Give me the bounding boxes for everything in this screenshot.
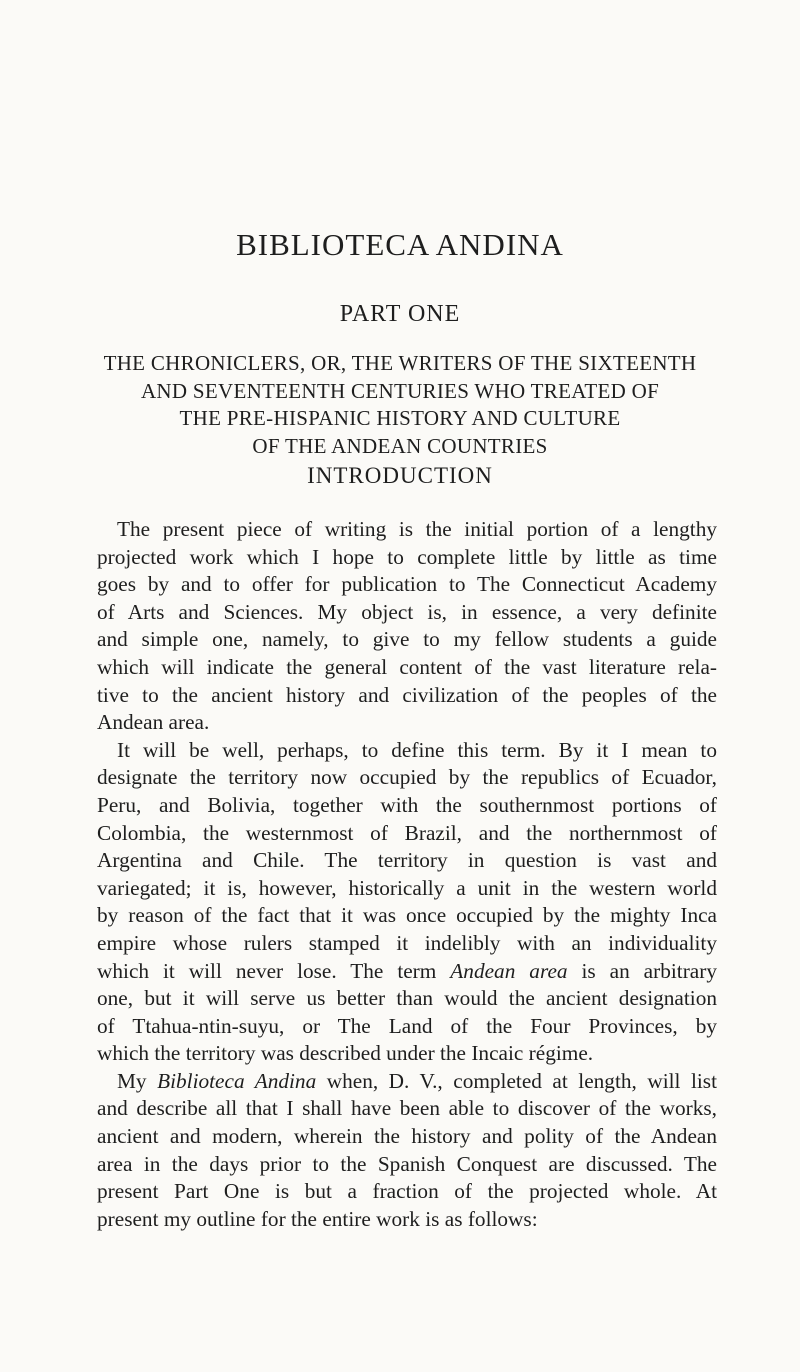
italic-title: Biblioteca Andina	[157, 1068, 317, 1093]
text-line: variegated; it is, however, historically a unit in the western world	[97, 875, 717, 900]
text-line: Colombia, the westernmost of Brazil, and the northernmost of	[97, 820, 717, 845]
text-line: ancient and modern, wherein the history and polity of the Andean	[97, 1124, 717, 1149]
text-run: My	[117, 1068, 158, 1093]
italic-term: Andean area	[450, 958, 568, 983]
text-line: which the territory was described under the Incaic régime.	[97, 1041, 594, 1066]
text-line: by reason of the fact that it was once occupied by the mighty Inca	[97, 903, 717, 928]
subtitle-line: AND SEVENTEENTH CENTURIES WHO TREATED OF	[140, 378, 660, 403]
text-line	[97, 1068, 717, 1096]
text-run: is an arbitrary	[567, 958, 717, 983]
part-heading: PART ONE	[339, 301, 461, 327]
text-line: projected work which I hope to complete little by little as time	[97, 544, 717, 569]
text-run: which it will never lose. The term	[97, 958, 451, 983]
paragraph	[97, 516, 717, 737]
text-line: area in the days prior to the Spanish Conquest are discussed. The	[97, 1151, 717, 1176]
text-line: The present piece of writing is the initial portion of a lengthy	[117, 517, 717, 541]
text-line: one, but it will serve us better than would the ancient designation	[97, 986, 717, 1011]
part-subtitle	[0, 350, 800, 460]
paragraph	[97, 737, 717, 1068]
text-line: Peru, and Bolivia, together with the southernmost portions of	[97, 792, 717, 817]
text-line: present my outline for the entire work is as follows:	[97, 1206, 538, 1231]
subtitle-line: THE CHRONICLERS, OR, THE WRITERS OF THE SIXTEENTH	[103, 351, 697, 375]
text-line: which will indicate the general content of the vast literature rela-	[97, 654, 717, 679]
text-line: goes by and to offer for publication to The Connecticut Academy	[97, 572, 717, 597]
text-line: and describe all that I shall have been able to discover of the works,	[97, 1096, 717, 1121]
text-line: Argentina and Chile. The territory in question is vast and	[97, 848, 717, 873]
text-line: and simple one, namely, to give to my fellow students a guide	[97, 627, 717, 652]
text-line: empire whose rulers stamped it indelibly with an individuality	[97, 930, 717, 955]
book-title: BIBLIOTECA ANDINA	[236, 227, 564, 262]
text-line: present Part One is but a fraction of the projected whole. At	[97, 1179, 717, 1204]
text-line: of Arts and Sciences. My object is, in essence, a very definite	[97, 599, 717, 624]
text-run: when, D. V., completed at length, will list	[316, 1068, 717, 1093]
subtitle-line: OF THE ANDEAN COUNTRIES	[252, 433, 548, 458]
paragraph	[97, 1068, 717, 1234]
text-line: tive to the ancient history and civilization of the peoples of the	[97, 682, 717, 707]
text-line: of Ttahua-ntin-suyu, or The Land of the Four Provinces, by	[97, 1013, 717, 1038]
text-line	[97, 958, 717, 986]
text-line: Andean area.	[97, 710, 210, 735]
text-line: designate the territory now occupied by the republics of Ecuador,	[97, 765, 717, 790]
text-line: It will be well, perhaps, to define this term. By it I mean to	[117, 737, 717, 762]
section-heading: INTRODUCTION	[307, 463, 493, 488]
subtitle-line: THE PRE-HISPANIC HISTORY AND CULTURE	[179, 406, 621, 430]
body-text	[97, 516, 717, 1233]
